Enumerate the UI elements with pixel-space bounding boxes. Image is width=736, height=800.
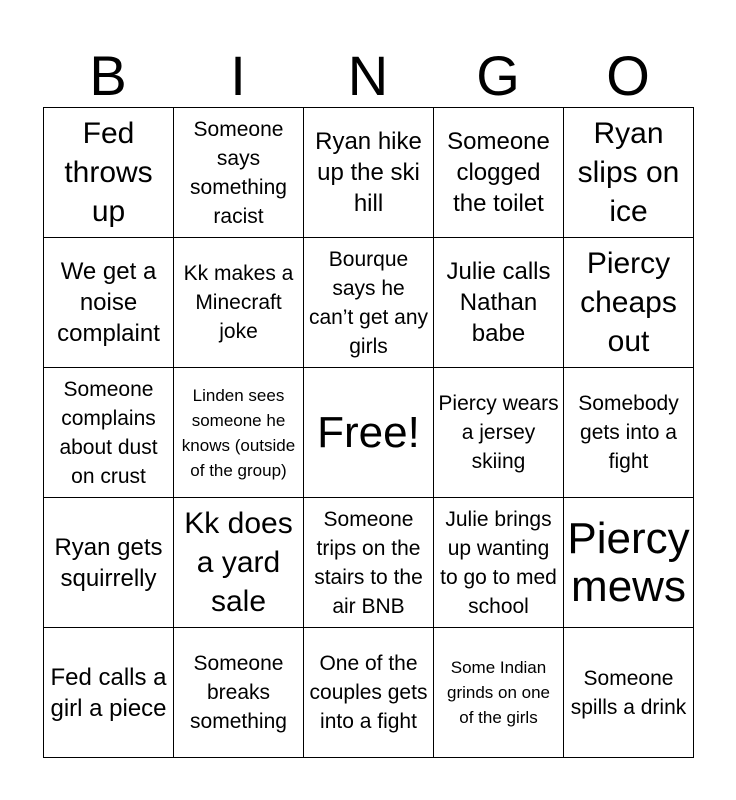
header-letter-g: G: [476, 44, 520, 107]
bingo-cell-free: Free!: [304, 368, 434, 498]
bingo-cell: Ryan gets squirrelly: [44, 498, 174, 628]
bingo-cell: Kk makes a Minecraft joke: [174, 238, 304, 368]
bingo-cell: Fed calls a girl a piece: [44, 628, 174, 758]
bingo-cell: Somebody gets into a fight: [564, 368, 694, 498]
bingo-cell: Linden sees someone he knows (outside of the group): [174, 368, 304, 498]
bingo-cell: Bourque says he can’t get any girls: [304, 238, 434, 368]
bingo-cell: Piercy cheaps out: [564, 238, 694, 368]
bingo-grid: [43, 107, 694, 758]
bingo-cell: Some Indian grinds on one of the girls: [434, 628, 564, 758]
bingo-cell: One of the couples gets into a fight: [304, 628, 434, 758]
bingo-cell: Piercy wears a jersey skiing: [434, 368, 564, 498]
bingo-cell: Kk does a yard sale: [174, 498, 304, 628]
bingo-cell: Fed throws up: [44, 108, 174, 238]
bingo-header: [43, 44, 693, 108]
bingo-cell: Someone clogged the toilet: [434, 108, 564, 238]
bingo-cell: Ryan hike up the ski hill: [304, 108, 434, 238]
header-letter-n: N: [347, 44, 389, 107]
header-letter-i: I: [230, 44, 246, 107]
bingo-cell: We get a noise complaint: [44, 238, 174, 368]
bingo-cell: Julie brings up wanting to go to med school: [434, 498, 564, 628]
bingo-cell: Someone trips on the stairs to the air BNB: [304, 498, 434, 628]
bingo-cell: Someone complains about dust on crust: [44, 368, 174, 498]
bingo-cell: Piercy mews: [564, 498, 694, 628]
bingo-cell: Julie calls Nathan babe: [434, 238, 564, 368]
bingo-cell: Someone says something racist: [174, 108, 304, 238]
bingo-cell: Ryan slips on ice: [564, 108, 694, 238]
bingo-cell: Someone spills a drink: [564, 628, 694, 758]
bingo-cell: Someone breaks something: [174, 628, 304, 758]
header-letter-o: O: [606, 44, 650, 107]
header-letter-b: B: [89, 44, 127, 107]
